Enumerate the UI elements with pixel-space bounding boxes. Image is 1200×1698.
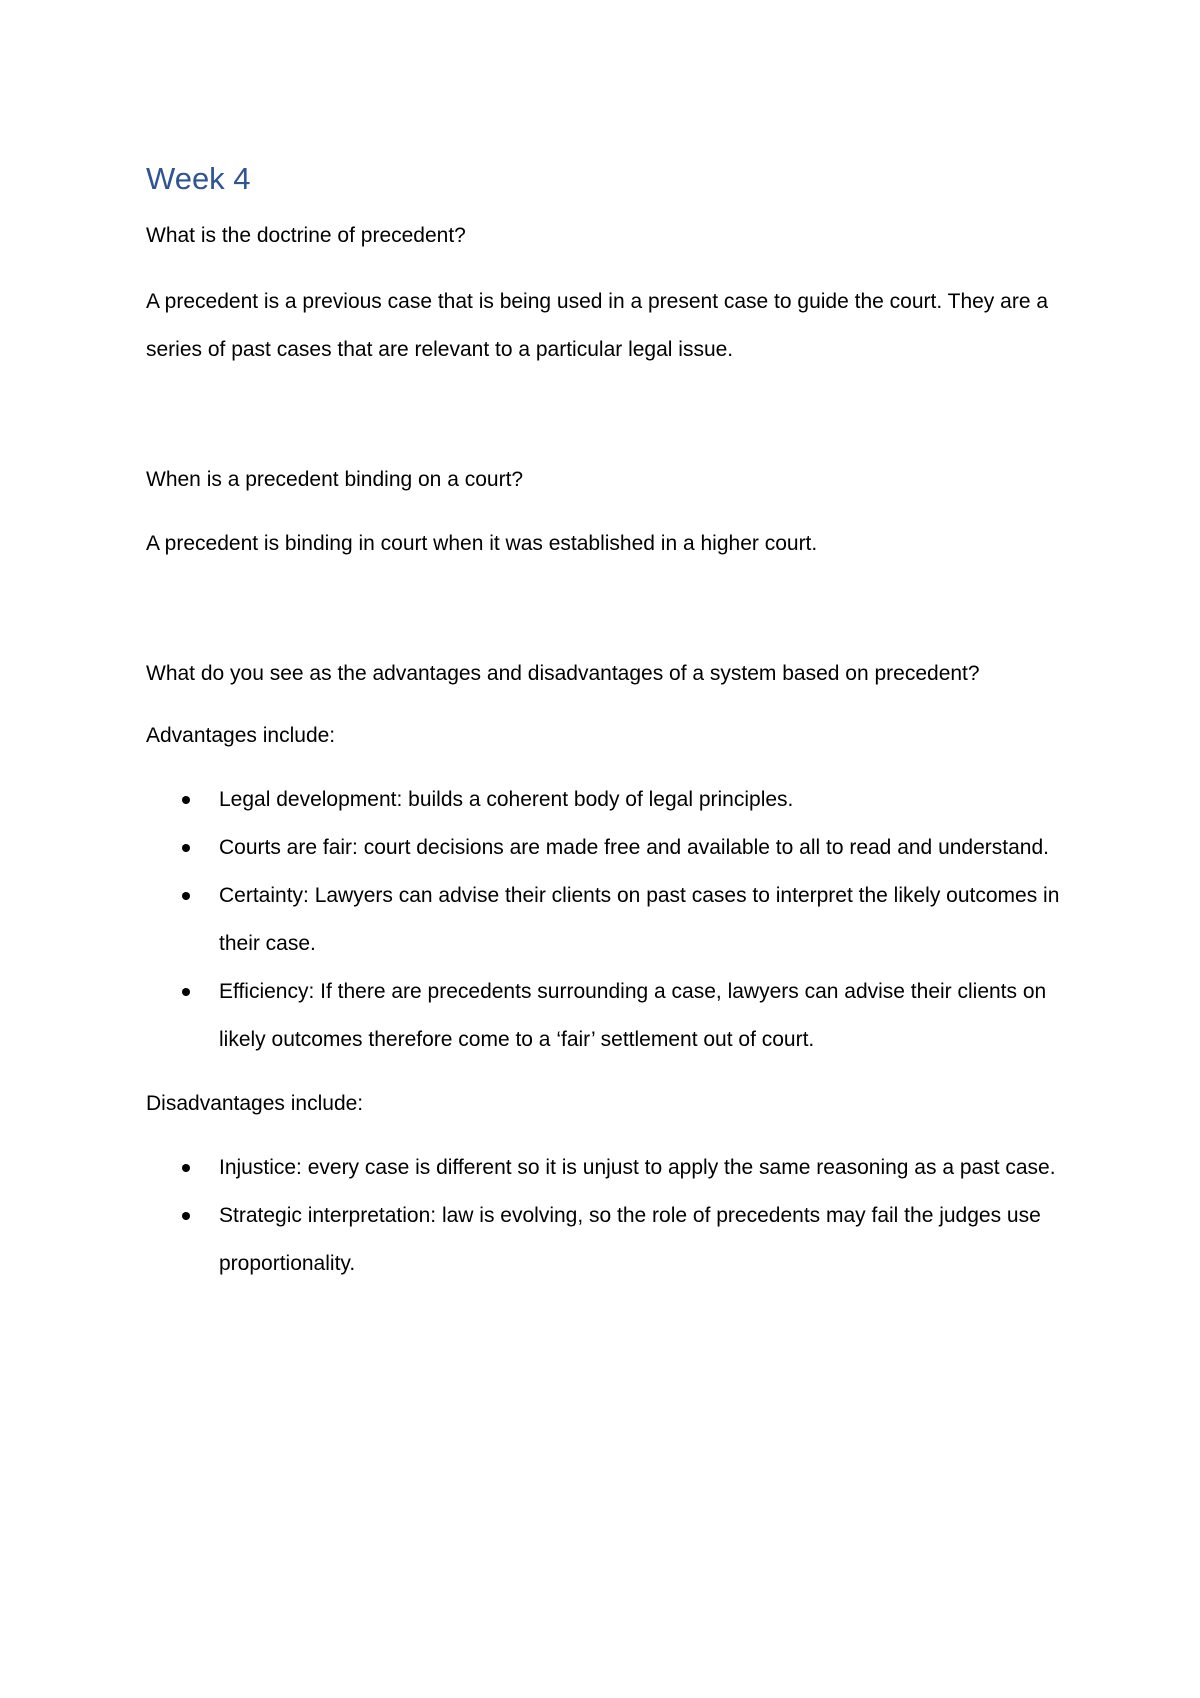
list-item — [146, 1192, 1066, 1288]
disadvantages-list — [146, 1144, 1066, 1288]
list-item — [146, 872, 1066, 968]
advantage-text: Certainty: Lawyers can advise their clients on past cases to interpret the likely outcomes in their case. — [219, 884, 1060, 955]
document-body — [146, 160, 1066, 1304]
bullet-icon — [182, 1212, 190, 1220]
list-item — [146, 1144, 1066, 1192]
answer-doctrine-of-precedent: A precedent is a previous case that is being used in a present case to guide the court. They are a series of past cases that are relevant to a particular legal issue. — [146, 290, 1049, 361]
question-advantages-disadvantages: What do you see as the advantages and disadvantages of a system based on precedent? — [146, 662, 980, 685]
list-item — [146, 968, 1066, 1064]
question-doctrine-of-precedent: What is the doctrine of precedent? — [146, 224, 466, 247]
bullet-icon — [182, 892, 190, 900]
advantages-list — [146, 776, 1066, 1064]
disadvantages-label: Disadvantages include: — [146, 1092, 364, 1115]
list-item — [146, 776, 1066, 824]
advantage-text: Courts are fair: court decisions are made free and available to all to read and understand. — [219, 836, 1049, 859]
question-binding-precedent: When is a precedent binding on a court? — [146, 468, 524, 491]
advantage-text: Efficiency: If there are precedents surrounding a case, lawyers can advise their clients on likely outcomes therefore come to a ‘fair’ settlement out of court. — [219, 980, 1047, 1051]
bullet-icon — [182, 796, 190, 804]
disadvantage-text: Injustice: every case is different so it is unjust to apply the same reasoning as a past case. — [219, 1156, 1056, 1179]
disadvantage-text: Strategic interpretation: law is evolving, so the role of precedents may fail the judges use proportionality. — [219, 1204, 1041, 1275]
advantages-label: Advantages include: — [146, 724, 336, 747]
page-title: Week 4 — [146, 161, 251, 196]
list-item — [146, 824, 1066, 872]
answer-binding-precedent: A precedent is binding in court when it was established in a higher court. — [146, 532, 818, 555]
bullet-icon — [182, 1164, 190, 1172]
advantage-text: Legal development: builds a coherent body of legal principles. — [219, 788, 794, 811]
bullet-icon — [182, 844, 190, 852]
bullet-icon — [182, 988, 190, 996]
